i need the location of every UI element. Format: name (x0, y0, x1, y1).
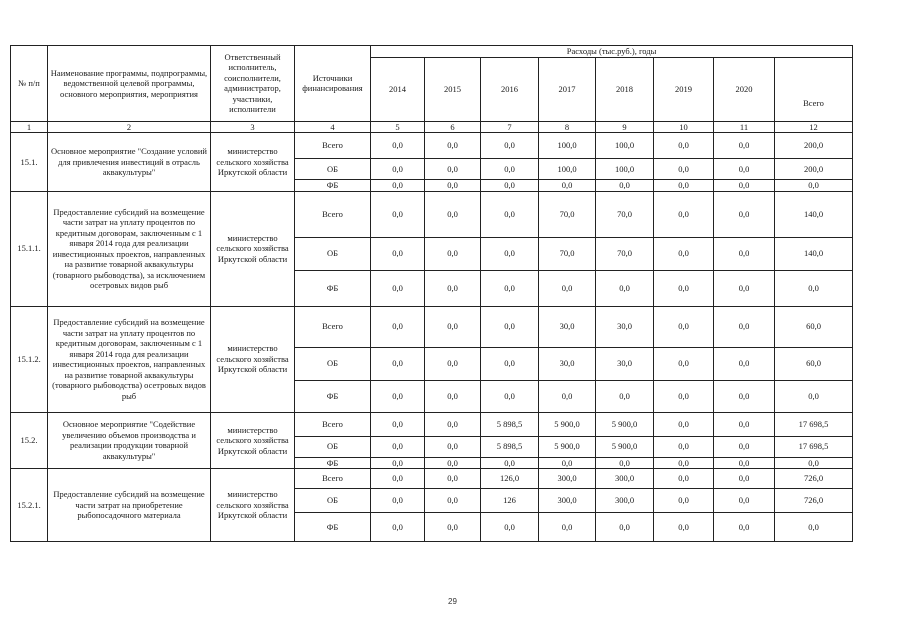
table-row (11, 133, 853, 159)
funding-source: Всего (295, 133, 371, 159)
responsible-executor: министерство сельского хозяйства Иркутской области (211, 133, 295, 192)
value-cell: 0,0 (425, 133, 481, 159)
row-number: 15.1.2. (11, 306, 48, 412)
header-total: Всего (775, 57, 853, 121)
funding-source: ОБ (295, 436, 371, 457)
value-cell: 0,0 (481, 133, 539, 159)
value-cell: 30,0 (539, 306, 596, 347)
value-cell: 0,0 (654, 436, 714, 457)
value-cell: 0,0 (425, 191, 481, 237)
value-cell: 0,0 (714, 412, 775, 436)
value-cell: 0,0 (371, 347, 425, 380)
value-cell: 0,0 (481, 347, 539, 380)
funding-source: ОБ (295, 347, 371, 380)
total-cell: 200,0 (775, 133, 853, 159)
header-responsible: Ответственный исполнитель, соисполнители, администратор, участники, исполнители (211, 46, 295, 122)
funding-source: ФБ (295, 457, 371, 469)
index-row (11, 121, 853, 133)
value-cell: 0,0 (539, 380, 596, 412)
total-cell: 0,0 (775, 270, 853, 306)
value-cell: 0,0 (714, 237, 775, 270)
value-cell: 30,0 (596, 306, 654, 347)
funding-source: ОБ (295, 489, 371, 513)
funding-source: ФБ (295, 380, 371, 412)
activity-name: Основное мероприятие "Создание условий для привлечения инвестиций в отрасль аквакультуры" (48, 133, 211, 192)
activity-name: Предоставление субсидий на возмещение части затрат на уплату процентов по кредитным договорам, заключенным с 1 января 2014 года для реализации инвестиционных проектов, направленных на развитие товарной аквакультуры (товарного рыбоводства) осетровых видов рыб (48, 306, 211, 412)
value-cell: 0,0 (539, 270, 596, 306)
index-cell: 8 (539, 121, 596, 133)
value-cell: 0,0 (371, 412, 425, 436)
value-cell: 0,0 (481, 513, 539, 542)
value-cell: 0,0 (425, 306, 481, 347)
value-cell: 5 900,0 (596, 436, 654, 457)
funding-source: Всего (295, 191, 371, 237)
value-cell: 0,0 (371, 513, 425, 542)
value-cell: 300,0 (539, 489, 596, 513)
value-cell: 0,0 (425, 159, 481, 180)
value-cell: 0,0 (654, 133, 714, 159)
header-year: 2014 (371, 57, 425, 121)
total-cell: 200,0 (775, 159, 853, 180)
value-cell: 0,0 (714, 457, 775, 469)
index-cell: 7 (481, 121, 539, 133)
header-year: 2017 (539, 57, 596, 121)
header-year: 2015 (425, 57, 481, 121)
row-number: 15.1. (11, 133, 48, 192)
expenses-table (10, 45, 853, 542)
activity-name: Предоставление субсидий на возмещение части затрат на уплату процентов по кредитным договорам, заключенным с 1 января 2014 года для реализации инвестиционных проектов, направленных на развитие товарной аквакультуры (товарного рыбоводства), за исключением осетровых видов рыб (48, 191, 211, 306)
header-num: № п/п (11, 46, 48, 122)
value-cell: 0,0 (654, 306, 714, 347)
value-cell: 0,0 (481, 237, 539, 270)
index-cell: 5 (371, 121, 425, 133)
index-cell: 4 (295, 121, 371, 133)
value-cell: 0,0 (654, 513, 714, 542)
value-cell: 5 900,0 (539, 412, 596, 436)
value-cell: 100,0 (539, 159, 596, 180)
funding-source: Всего (295, 469, 371, 489)
activity-name: Основное мероприятие "Содействие увеличению объемов производства и реализации продукции товарной аквакультуры" (48, 412, 211, 469)
value-cell: 0,0 (714, 469, 775, 489)
header-name: Наименование программы, подпрограммы, ведомственной целевой программы, основного мероприятия, мероприятия (48, 46, 211, 122)
funding-source: ФБ (295, 180, 371, 192)
value-cell: 300,0 (596, 469, 654, 489)
funding-source: Всего (295, 306, 371, 347)
row-number: 15.2.1. (11, 469, 48, 542)
value-cell: 0,0 (425, 457, 481, 469)
responsible-executor: министерство сельского хозяйства Иркутской области (211, 191, 295, 306)
total-cell: 0,0 (775, 513, 853, 542)
row-number: 15.1.1. (11, 191, 48, 306)
value-cell: 0,0 (714, 489, 775, 513)
value-cell: 0,0 (654, 237, 714, 270)
value-cell: 0,0 (596, 380, 654, 412)
value-cell: 0,0 (481, 180, 539, 192)
value-cell: 126 (481, 489, 539, 513)
value-cell: 0,0 (654, 347, 714, 380)
value-cell: 0,0 (654, 412, 714, 436)
value-cell: 5 900,0 (596, 412, 654, 436)
value-cell: 30,0 (596, 347, 654, 380)
value-cell: 0,0 (371, 270, 425, 306)
value-cell: 0,0 (425, 489, 481, 513)
value-cell: 0,0 (714, 191, 775, 237)
value-cell: 0,0 (425, 180, 481, 192)
header-year: 2019 (654, 57, 714, 121)
value-cell: 0,0 (714, 347, 775, 380)
responsible-executor: министерство сельского хозяйства Иркутской области (211, 469, 295, 542)
value-cell: 0,0 (425, 270, 481, 306)
value-cell: 0,0 (425, 513, 481, 542)
value-cell: 0,0 (654, 191, 714, 237)
value-cell: 0,0 (714, 513, 775, 542)
value-cell: 0,0 (596, 180, 654, 192)
value-cell: 0,0 (714, 159, 775, 180)
value-cell: 70,0 (596, 237, 654, 270)
total-cell: 726,0 (775, 469, 853, 489)
total-cell: 140,0 (775, 237, 853, 270)
page-number: 29 (448, 597, 457, 606)
value-cell: 100,0 (596, 159, 654, 180)
value-cell: 100,0 (596, 133, 654, 159)
value-cell: 0,0 (714, 180, 775, 192)
value-cell: 70,0 (539, 191, 596, 237)
value-cell: 0,0 (481, 306, 539, 347)
value-cell: 0,0 (371, 380, 425, 412)
value-cell: 0,0 (371, 180, 425, 192)
total-cell: 0,0 (775, 180, 853, 192)
header-year: 2016 (481, 57, 539, 121)
total-cell: 60,0 (775, 306, 853, 347)
value-cell: 100,0 (539, 133, 596, 159)
value-cell: 5 898,5 (481, 412, 539, 436)
value-cell: 0,0 (654, 469, 714, 489)
value-cell: 0,0 (481, 270, 539, 306)
total-cell: 60,0 (775, 347, 853, 380)
table-row (11, 469, 853, 489)
value-cell: 0,0 (371, 436, 425, 457)
value-cell: 0,0 (481, 380, 539, 412)
value-cell: 0,0 (714, 133, 775, 159)
value-cell: 5 900,0 (539, 436, 596, 457)
value-cell: 0,0 (596, 457, 654, 469)
row-number: 15.2. (11, 412, 48, 469)
value-cell: 0,0 (371, 457, 425, 469)
value-cell: 0,0 (654, 180, 714, 192)
funding-source: Всего (295, 412, 371, 436)
header-year: 2018 (596, 57, 654, 121)
value-cell: 0,0 (654, 270, 714, 306)
value-cell: 0,0 (539, 513, 596, 542)
value-cell: 0,0 (714, 270, 775, 306)
value-cell: 0,0 (371, 306, 425, 347)
value-cell: 0,0 (425, 380, 481, 412)
value-cell: 0,0 (596, 513, 654, 542)
value-cell: 0,0 (425, 412, 481, 436)
value-cell: 0,0 (481, 457, 539, 469)
value-cell: 0,0 (654, 489, 714, 513)
table-row (11, 412, 853, 436)
total-cell: 726,0 (775, 489, 853, 513)
value-cell: 0,0 (539, 180, 596, 192)
value-cell: 0,0 (371, 191, 425, 237)
total-cell: 0,0 (775, 457, 853, 469)
value-cell: 0,0 (425, 237, 481, 270)
value-cell: 0,0 (425, 469, 481, 489)
value-cell: 0,0 (654, 457, 714, 469)
value-cell: 300,0 (539, 469, 596, 489)
value-cell: 0,0 (371, 489, 425, 513)
total-cell: 0,0 (775, 380, 853, 412)
value-cell: 0,0 (481, 191, 539, 237)
index-cell: 11 (714, 121, 775, 133)
index-cell: 1 (11, 121, 48, 133)
index-cell: 9 (596, 121, 654, 133)
table-row (11, 191, 853, 237)
value-cell: 0,0 (714, 436, 775, 457)
funding-source: ОБ (295, 159, 371, 180)
value-cell: 0,0 (425, 347, 481, 380)
value-cell: 0,0 (654, 159, 714, 180)
value-cell: 0,0 (371, 159, 425, 180)
value-cell: 0,0 (596, 270, 654, 306)
value-cell: 0,0 (425, 436, 481, 457)
index-cell: 3 (211, 121, 295, 133)
responsible-executor: министерство сельского хозяйства Иркутской области (211, 306, 295, 412)
funding-source: ОБ (295, 237, 371, 270)
value-cell: 70,0 (539, 237, 596, 270)
index-cell: 6 (425, 121, 481, 133)
value-cell: 0,0 (714, 306, 775, 347)
index-cell: 10 (654, 121, 714, 133)
value-cell: 0,0 (539, 457, 596, 469)
total-cell: 140,0 (775, 191, 853, 237)
total-cell: 17 698,5 (775, 436, 853, 457)
value-cell: 5 898,5 (481, 436, 539, 457)
value-cell: 0,0 (371, 237, 425, 270)
activity-name: Предоставление субсидий на возмещение части затрат на приобретение рыбопосадочного материала (48, 469, 211, 542)
value-cell: 300,0 (596, 489, 654, 513)
value-cell: 0,0 (714, 380, 775, 412)
index-cell: 12 (775, 121, 853, 133)
responsible-executor: министерство сельского хозяйства Иркутской области (211, 412, 295, 469)
value-cell: 126,0 (481, 469, 539, 489)
header-source: Источники финансирования (295, 46, 371, 122)
value-cell: 0,0 (654, 380, 714, 412)
value-cell: 70,0 (596, 191, 654, 237)
value-cell: 0,0 (371, 133, 425, 159)
total-cell: 17 698,5 (775, 412, 853, 436)
value-cell: 30,0 (539, 347, 596, 380)
header-year: 2020 (714, 57, 775, 121)
funding-source: ФБ (295, 513, 371, 542)
table-row (11, 306, 853, 347)
value-cell: 0,0 (481, 159, 539, 180)
index-cell: 2 (48, 121, 211, 133)
header-expenses: Расходы (тыс.руб.), годы (371, 46, 853, 58)
funding-source: ФБ (295, 270, 371, 306)
value-cell: 0,0 (371, 469, 425, 489)
